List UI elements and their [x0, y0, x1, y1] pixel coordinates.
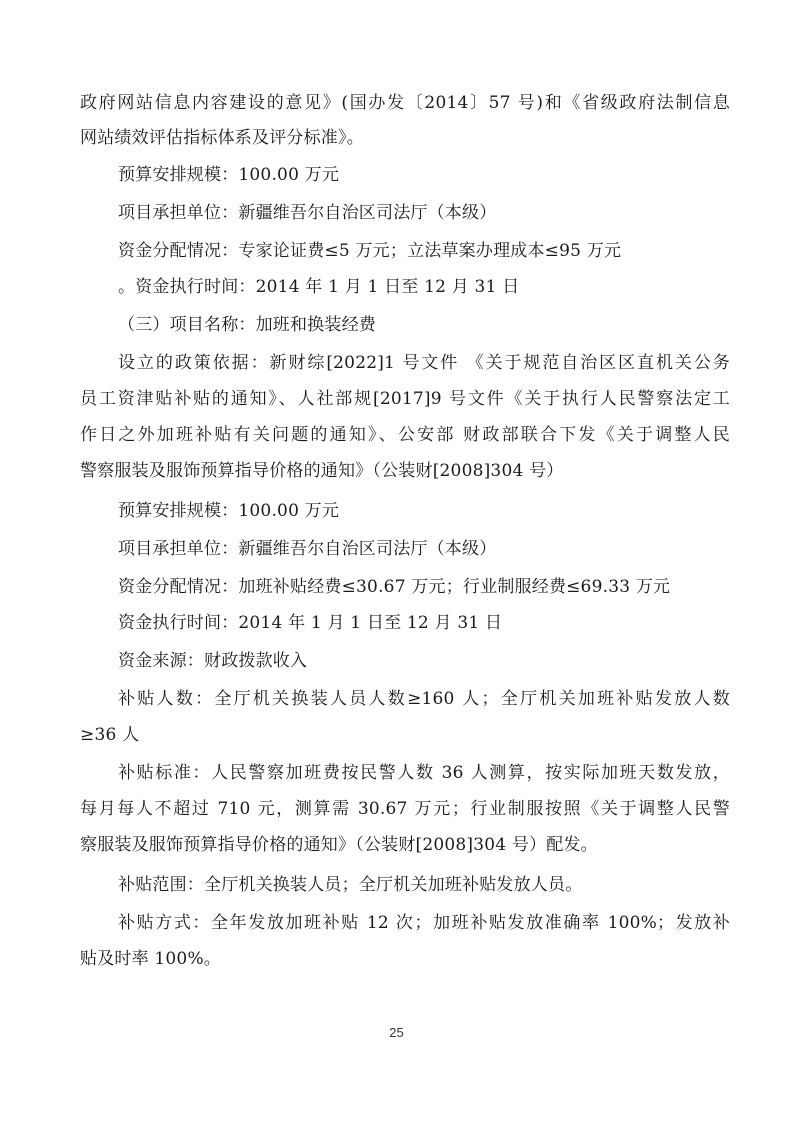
body-line: 每月每人不超过 710 元，测算需 30.67 万元；行业制服按照《关于调整人民警 — [80, 799, 730, 819]
body-line: 员工资津贴补贴的通知》、人社部规[2017]9 号文件《关于执行人民警察法定工 — [80, 389, 730, 409]
undertaking-unit-line: 项目承担单位：新疆维吾尔自治区司法厅（本级） — [118, 203, 497, 223]
fund-allocation-line: 资金分配情况：加班补贴经费≤30.67 万元；行业制服经费≤69.33 万元 — [118, 577, 671, 597]
fund-allocation-line: 资金分配情况：专家论证费≤5 万元；立法草案办理成本≤95 万元 — [118, 241, 622, 261]
body-line: 补贴人数：全厅机关换装人员人数≥160 人；全厅机关加班补贴发放人数 — [118, 689, 730, 709]
body-line: 作日之外加班补贴有关问题的通知》、公安部 财政部联合下发《关于调整人民 — [80, 425, 730, 445]
body-line: 察服装及服饰预算指导价格的通知》（公装财[2008]304 号）配发。 — [80, 835, 598, 855]
body-line: 补贴方式：全年发放加班补贴 12 次；加班补贴发放准确率 100%；发放补 — [118, 913, 730, 933]
body-line: 贴及时率 100%。 — [80, 949, 222, 969]
undertaking-unit-line: 项目承担单位：新疆维吾尔自治区司法厅（本级） — [118, 539, 497, 559]
body-line: 补贴标准：人民警察加班费按民警人数 36 人测算，按实际加班天数发放， — [118, 763, 730, 783]
section-heading: （三）项目名称：加班和换装经费 — [118, 315, 376, 335]
fund-execution-line: 资金执行时间：2014 年 1 月 1 日至 12 月 31 日 — [118, 613, 503, 633]
fund-source-line: 资金来源：财政拨款收入 — [118, 651, 308, 671]
body-line: 设立的政策依据：新财综[2022]1 号文件 《关于规范自治区区直机关公务 — [118, 353, 730, 373]
fund-execution-line: 。资金执行时间：2014 年 1 月 1 日至 12 月 31 日 — [118, 277, 520, 297]
body-line: ≥36 人 — [80, 725, 140, 745]
body-line: 警察服装及服饰预算指导价格的通知》（公装财[2008]304 号） — [80, 461, 564, 481]
budget-scale-line: 预算安排规模：100.00 万元 — [118, 165, 340, 185]
body-line: 网站绩效评估指标体系及评分标准》。 — [80, 128, 364, 148]
budget-scale-line: 预算安排规模：100.00 万元 — [118, 501, 340, 521]
body-line: 补贴范围：全厅机关换装人员；全厅机关加班补贴发放人员。 — [118, 875, 583, 895]
body-line: 政府网站信息内容建设的意见》(国办发〔2014〕57 号)和《省级政府法制信息 — [80, 93, 730, 113]
page-number: 25 — [389, 1025, 404, 1040]
